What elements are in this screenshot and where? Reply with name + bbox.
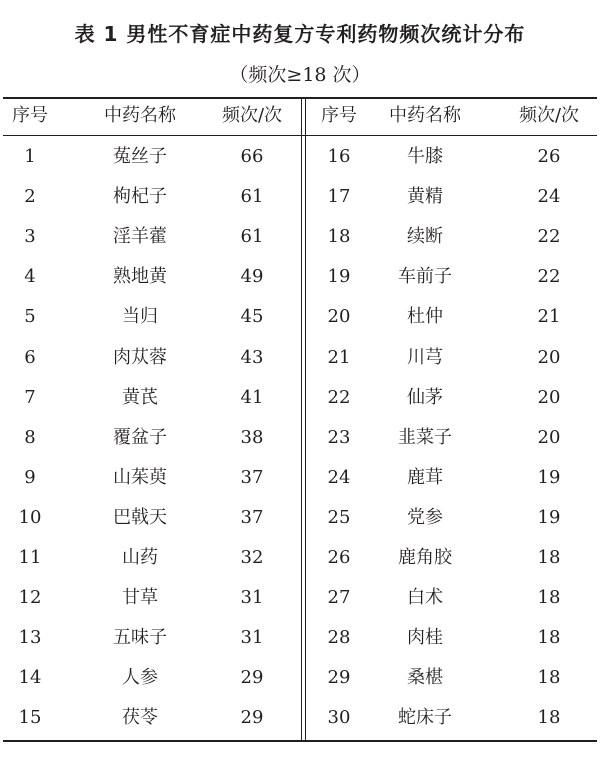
frequency-left: 37 [240, 506, 264, 528]
header-frequency-left: 频次/次 [221, 105, 283, 126]
row-index-right: 26 [327, 547, 351, 568]
herb-name-left: 肉苁蓉 [113, 346, 167, 368]
herb-name-right: 仙茅 [407, 386, 443, 408]
frequency-right: 18 [537, 627, 561, 649]
herb-name-left: 五味子 [113, 627, 167, 649]
herb-name-right: 肉桂 [407, 627, 443, 649]
row-index-right: 22 [327, 386, 351, 408]
herb-name-right: 蛇床子 [398, 707, 452, 729]
row-index-left: 3 [24, 226, 36, 248]
header-index-left: 序号 [12, 105, 48, 126]
header-name-left: 中药名称 [104, 105, 176, 126]
row-index-left: 1 [24, 146, 36, 167]
herb-name-right: 白术 [407, 587, 443, 609]
frequency-left: 29 [240, 707, 264, 729]
row-index-right: 16 [327, 146, 351, 167]
herb-name-right: 续断 [407, 226, 443, 248]
herb-name-left: 甘草 [122, 587, 158, 609]
herb-name-right: 鹿角胶 [398, 547, 452, 568]
frequency-right: 20 [537, 346, 561, 368]
bottom-rule [3, 740, 597, 742]
row-index-right: 29 [327, 667, 351, 689]
herb-name-left: 枸杞子 [113, 186, 167, 208]
row-index-left: 14 [18, 667, 42, 689]
frequency-right: 18 [537, 547, 561, 568]
herb-name-left: 黄芪 [122, 386, 158, 408]
herb-name-left: 熟地黄 [113, 266, 167, 288]
herb-name-right: 车前子 [398, 266, 452, 288]
header-index-right: 序号 [321, 105, 357, 126]
frequency-left: 61 [240, 186, 264, 208]
frequency-left: 45 [240, 306, 264, 328]
row-index-left: 11 [18, 547, 42, 568]
row-index-left: 10 [18, 506, 42, 528]
frequency-right: 18 [537, 667, 561, 689]
herb-name-right: 党参 [407, 506, 443, 528]
row-index-left: 5 [24, 306, 36, 328]
frequency-right: 22 [537, 266, 561, 288]
row-index-left: 15 [18, 707, 42, 729]
herb-name-left: 人参 [122, 667, 158, 689]
table-title: 表 1 男性不育症中药复方专利药物频次统计分布 [74, 22, 526, 46]
frequency-left: 61 [240, 226, 264, 248]
row-index-left: 12 [18, 587, 42, 609]
row-index-right: 28 [327, 627, 351, 649]
header-name-right: 中药名称 [389, 105, 461, 126]
frequency-right: 18 [537, 707, 561, 729]
row-index-left: 9 [24, 466, 36, 488]
herb-name-left: 覆盆子 [113, 426, 167, 448]
frequency-left: 43 [240, 346, 264, 368]
herb-name-right: 牛膝 [407, 146, 443, 167]
row-index-left: 13 [18, 627, 42, 649]
table-subtitle: （频次≥18 次） [229, 64, 371, 86]
row-index-right: 30 [327, 707, 351, 729]
herb-name-left: 茯苓 [122, 707, 158, 729]
row-index-right: 18 [327, 226, 351, 248]
herb-name-left: 山药 [122, 547, 158, 568]
herb-name-right: 杜仲 [407, 306, 443, 328]
frequency-left: 41 [240, 386, 264, 408]
frequency-right: 26 [537, 146, 561, 167]
herb-name-right: 黄精 [407, 186, 443, 208]
herb-name-right: 韭菜子 [398, 426, 452, 448]
frequency-right: 20 [537, 386, 561, 408]
herb-name-right: 桑椹 [407, 667, 443, 689]
herb-name-left: 当归 [122, 306, 158, 328]
herb-name-left: 巴戟天 [113, 506, 167, 528]
row-index-right: 24 [327, 466, 351, 488]
herb-name-left: 菟丝子 [113, 146, 167, 167]
frequency-left: 38 [240, 426, 264, 448]
row-index-left: 6 [24, 346, 36, 368]
row-index-left: 2 [24, 186, 36, 208]
frequency-left: 31 [240, 627, 264, 649]
frequency-left: 49 [240, 266, 264, 288]
header-frequency-right: 频次/次 [518, 105, 580, 126]
frequency-right: 24 [537, 186, 561, 208]
row-index-left: 8 [24, 426, 36, 448]
column-divider-right [305, 97, 306, 742]
row-index-left: 4 [24, 266, 36, 288]
frequency-left: 29 [240, 667, 264, 689]
frequency-right: 21 [537, 306, 561, 328]
row-index-right: 27 [327, 587, 351, 609]
row-index-right: 20 [327, 306, 351, 328]
row-index-right: 21 [327, 346, 351, 368]
row-index-right: 25 [327, 506, 351, 528]
herb-name-right: 川芎 [407, 346, 443, 368]
frequency-right: 19 [537, 506, 561, 528]
frequency-right: 20 [537, 426, 561, 448]
frequency-left: 66 [240, 146, 264, 167]
row-index-right: 19 [327, 266, 351, 288]
frequency-left: 32 [240, 547, 264, 568]
frequency-right: 22 [537, 226, 561, 248]
herb-name-left: 淫羊藿 [113, 226, 167, 248]
herb-name-left: 山茱萸 [113, 466, 167, 488]
column-divider-left [301, 97, 302, 742]
frequency-left: 37 [240, 466, 264, 488]
header-rule [3, 135, 597, 136]
frequency-right: 18 [537, 587, 561, 609]
herb-name-right: 鹿茸 [407, 466, 443, 488]
frequency-left: 31 [240, 587, 264, 609]
row-index-left: 7 [24, 386, 36, 408]
frequency-right: 19 [537, 466, 561, 488]
row-index-right: 17 [327, 186, 351, 208]
row-index-right: 23 [327, 426, 351, 448]
